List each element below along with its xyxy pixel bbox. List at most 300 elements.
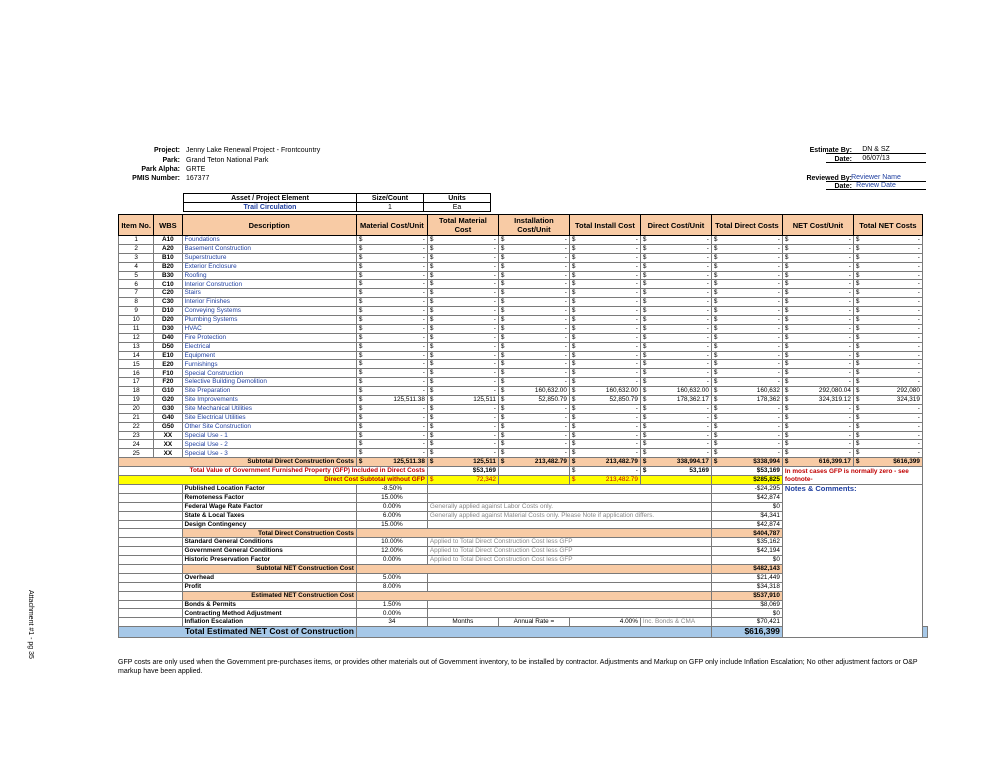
- currency-symbol: $: [713, 396, 718, 404]
- cost-value: -: [493, 360, 496, 368]
- cost-cell: [569, 396, 640, 405]
- currency-symbol: $: [358, 422, 363, 430]
- currency-symbol: $: [855, 236, 860, 243]
- currency-symbol: $: [358, 236, 363, 243]
- cost-cell: [356, 236, 427, 245]
- cost-value: -: [635, 413, 638, 421]
- currency-symbol: $: [358, 262, 363, 270]
- cost-cell: [853, 369, 922, 378]
- cost-cell: [569, 458, 640, 467]
- cost-value: -: [706, 449, 709, 457]
- factor-percent: 1.50%: [356, 600, 427, 609]
- annual-rate-label: Annual Rate =: [498, 618, 569, 627]
- currency-symbol: $: [642, 324, 647, 332]
- currency-symbol: $: [855, 360, 860, 368]
- cost-value: 160,632.00: [605, 387, 638, 395]
- cost-value: -: [635, 298, 638, 306]
- cost-value: -: [635, 316, 638, 324]
- factor-label: Remoteness Factor: [182, 493, 356, 502]
- annual-rate: 4.00%: [569, 618, 640, 627]
- cost-cell: [782, 404, 853, 413]
- cost-value: -: [422, 449, 425, 457]
- currency-symbol: $: [784, 342, 789, 350]
- item-number: 16: [119, 369, 154, 378]
- cost-cell: [853, 271, 922, 280]
- item-number: 14: [119, 351, 154, 360]
- cost-value: -: [917, 298, 920, 306]
- cost-cell: [782, 307, 853, 316]
- factor-note: Generally applied against Material Costs only. Please Note if application differs.: [427, 511, 711, 520]
- cost-cell: [782, 262, 853, 271]
- currency-symbol: $: [642, 342, 647, 350]
- item-description: Special Construction: [182, 369, 356, 378]
- cost-cell: [498, 298, 569, 307]
- cost-cell: [427, 289, 498, 298]
- wbs-code: D10: [154, 307, 182, 316]
- cost-cell: [569, 369, 640, 378]
- cost-value: -: [777, 333, 780, 341]
- cost-cell: [498, 413, 569, 422]
- cost-cell: [640, 244, 711, 253]
- cost-value: -: [917, 369, 920, 377]
- cost-cell: [640, 280, 711, 289]
- factor-note: [427, 600, 711, 609]
- cost-value: 213,482.79: [534, 458, 567, 466]
- cost-value: -: [635, 289, 638, 297]
- currency-symbol: $: [429, 369, 434, 377]
- currency-symbol: $: [784, 271, 789, 279]
- cost-value: -: [564, 440, 567, 448]
- cost-value: -: [422, 413, 425, 421]
- empty-cell: [356, 529, 711, 538]
- cost-cell: [569, 387, 640, 396]
- empty-cell: [119, 484, 183, 493]
- cost-cell: [640, 316, 711, 325]
- wbs-code: B20: [154, 262, 182, 271]
- cost-cell: [711, 422, 782, 431]
- cost-value: -: [493, 253, 496, 261]
- currency-symbol: $: [358, 413, 363, 421]
- cost-cell: [427, 244, 498, 253]
- cost-value: -: [706, 271, 709, 279]
- cost-value: -: [564, 333, 567, 341]
- currency-symbol: $: [358, 431, 363, 439]
- units-header: Units: [424, 194, 491, 203]
- cost-cell: [356, 289, 427, 298]
- item-description: Selective Building Demolition: [182, 378, 356, 387]
- cost-cell: [711, 307, 782, 316]
- wbs-code: B10: [154, 253, 182, 262]
- cost-cell: [782, 378, 853, 387]
- item-number: 6: [119, 280, 154, 289]
- factor-label: Historic Preservation Factor: [182, 556, 356, 565]
- currency-symbol: $: [429, 413, 434, 421]
- cost-cell: [498, 387, 569, 396]
- wbs-code: F10: [154, 369, 182, 378]
- currency-symbol: $: [855, 351, 860, 359]
- cost-cell: [711, 342, 782, 351]
- currency-symbol: $: [571, 378, 576, 386]
- wbs-code: G50: [154, 422, 182, 431]
- cost-cell: [853, 458, 922, 467]
- empty-cell: [119, 493, 183, 502]
- estimated-net-label: Estimated NET Construction Cost: [182, 591, 356, 600]
- cost-cell: [640, 467, 711, 476]
- factor-label: Published Location Factor: [182, 484, 356, 493]
- currency-symbol: $: [429, 351, 434, 359]
- currency-symbol: $: [429, 378, 434, 386]
- review-date-label: Date:: [834, 183, 852, 190]
- months-label: Months: [427, 618, 498, 627]
- cost-value: -: [917, 440, 920, 448]
- cost-cell: [711, 236, 782, 245]
- cost-cell: [640, 324, 711, 333]
- wbs-code: D40: [154, 333, 182, 342]
- cost-value: -: [493, 289, 496, 297]
- cost-cell: [782, 244, 853, 253]
- wbs-code: XX: [154, 431, 182, 440]
- currency-symbol: $: [429, 244, 434, 252]
- wbs-code: C20: [154, 289, 182, 298]
- cost-cell: [640, 440, 711, 449]
- currency-symbol: $: [429, 449, 434, 457]
- cost-cell: [640, 369, 711, 378]
- cost-value: -: [564, 404, 567, 412]
- cost-cell: [569, 351, 640, 360]
- cost-value: -: [493, 440, 496, 448]
- cost-value: -: [777, 440, 780, 448]
- wbs-code: G20: [154, 396, 182, 405]
- cost-value: 338,994.17: [676, 458, 709, 466]
- currency-symbol: $: [500, 342, 505, 350]
- cost-value: -: [493, 307, 496, 315]
- currency-symbol: $: [713, 316, 718, 324]
- cost-cell: [853, 280, 922, 289]
- currency-symbol: $: [713, 262, 718, 270]
- cost-value: -: [777, 404, 780, 412]
- cost-value: -: [777, 271, 780, 279]
- cost-value: -: [777, 413, 780, 421]
- factor-amount: $42,874: [711, 493, 782, 502]
- currency-symbol: $: [429, 298, 434, 306]
- cost-value: -: [917, 316, 920, 324]
- currency-symbol: $: [855, 244, 860, 252]
- cost-cell: [498, 422, 569, 431]
- park-alpha-value: GRTE: [186, 166, 206, 173]
- currency-symbol: $: [642, 298, 647, 306]
- cost-cell: [569, 333, 640, 342]
- item-description: Interior Finishes: [182, 298, 356, 307]
- currency-symbol: $: [500, 431, 505, 439]
- cost-cell: [356, 253, 427, 262]
- currency-symbol: $: [642, 387, 647, 395]
- cost-cell: [427, 422, 498, 431]
- pmis-value: 167377: [186, 175, 210, 182]
- cost-cell: [569, 467, 640, 476]
- cost-cell: [356, 324, 427, 333]
- cost-value: -: [777, 236, 780, 243]
- wbs-code: G10: [154, 387, 182, 396]
- cost-value: -: [493, 280, 496, 288]
- cost-cell: [853, 333, 922, 342]
- cost-cell: [569, 253, 640, 262]
- item-description: Exterior Enclosure: [182, 262, 356, 271]
- cost-cell: [782, 253, 853, 262]
- factor-label: Federal Wage Rate Factor: [182, 502, 356, 511]
- currency-symbol: $: [642, 422, 647, 430]
- item-description: Special Use - 1: [182, 431, 356, 440]
- factor-amount: $34,318: [711, 582, 782, 591]
- cost-value: -: [422, 316, 425, 324]
- cost-cell: [498, 351, 569, 360]
- cost-value: 178,362.17: [676, 396, 709, 404]
- project-value: Jenny Lake Renewal Project - Frontcountry: [186, 147, 321, 154]
- cost-value: -: [777, 307, 780, 315]
- cost-value: -: [706, 422, 709, 430]
- item-description: Stairs: [182, 289, 356, 298]
- currency-symbol: $: [713, 307, 718, 315]
- cost-cell: [640, 449, 711, 458]
- cost-cell: [782, 236, 853, 245]
- cost-value: -: [422, 262, 425, 270]
- cost-cell: [498, 333, 569, 342]
- item-description: Superstructure: [182, 253, 356, 262]
- wbs-code: XX: [154, 449, 182, 458]
- item-number: 2: [119, 244, 154, 253]
- cost-value: -: [422, 440, 425, 448]
- item-number: 12: [119, 333, 154, 342]
- cost-value: 213,482.79: [605, 458, 638, 466]
- cost-cell: [711, 369, 782, 378]
- cost-value: -: [493, 404, 496, 412]
- factor-amount: $8,069: [711, 600, 782, 609]
- cost-value: -: [493, 298, 496, 306]
- cost-cell: [782, 333, 853, 342]
- currency-symbol: $: [429, 324, 434, 332]
- currency-symbol: $: [429, 289, 434, 297]
- cost-value: -: [706, 324, 709, 332]
- cost-cell: [640, 378, 711, 387]
- cost-cell: [569, 431, 640, 440]
- currency-symbol: $: [642, 262, 647, 270]
- factor-label: Standard General Conditions: [182, 538, 356, 547]
- currency-symbol: $: [713, 378, 718, 386]
- cost-value: 324,319: [896, 396, 920, 404]
- cost-cell: [498, 449, 569, 458]
- currency-symbol: $: [713, 449, 718, 457]
- cost-value: -: [422, 271, 425, 279]
- cost-cell: [498, 396, 569, 405]
- cost-value: -: [848, 262, 851, 270]
- cost-value: -: [635, 280, 638, 288]
- cost-value: -: [564, 360, 567, 368]
- currency-symbol: $: [642, 253, 647, 261]
- currency-symbol: $: [642, 404, 647, 412]
- currency-symbol: $: [358, 253, 363, 261]
- currency-symbol: $: [429, 396, 434, 404]
- estimate-by-value: DN & SZ: [826, 146, 926, 154]
- cost-value: -: [777, 449, 780, 457]
- currency-symbol: $: [713, 413, 718, 421]
- empty-cell: [922, 627, 927, 638]
- currency-symbol: $: [855, 440, 860, 448]
- cost-value: -: [422, 360, 425, 368]
- inflation-amount: $70,421: [711, 618, 782, 627]
- cost-value: -: [422, 289, 425, 297]
- currency-symbol: $: [500, 333, 505, 341]
- reviewed-by-value: Reviewer Name: [826, 174, 926, 182]
- currency-symbol: $: [429, 360, 434, 368]
- item-number: 13: [119, 342, 154, 351]
- cost-value: -: [564, 307, 567, 315]
- currency-symbol: $: [784, 280, 789, 288]
- factor-percent: 10.00%: [356, 538, 427, 547]
- currency-symbol: $: [855, 458, 860, 466]
- cost-cell: [853, 307, 922, 316]
- wbs-code: G30: [154, 404, 182, 413]
- currency-symbol: $: [571, 369, 576, 377]
- subtotal-label: Subtotal Direct Construction Costs: [119, 458, 357, 467]
- cost-value: -: [917, 307, 920, 315]
- factor-row: [119, 484, 928, 493]
- currency-symbol: $: [642, 307, 647, 315]
- cost-value: -: [635, 449, 638, 457]
- cost-cell: [569, 262, 640, 271]
- cost-cell: [711, 316, 782, 325]
- currency-symbol: $: [358, 316, 363, 324]
- currency-symbol: $: [358, 458, 363, 466]
- currency-symbol: $: [500, 360, 505, 368]
- cost-cell: [853, 404, 922, 413]
- cost-cell: [569, 404, 640, 413]
- cost-value: -: [422, 387, 425, 395]
- cost-cell: [498, 271, 569, 280]
- table-row: [119, 413, 928, 422]
- cost-cell: [853, 253, 922, 262]
- wbs-code: B30: [154, 271, 182, 280]
- cost-cell: [711, 333, 782, 342]
- units-value: Ea: [424, 203, 491, 212]
- cost-value: -: [777, 431, 780, 439]
- estimate-by-label: Estimate By:: [809, 147, 852, 154]
- currency-symbol: $: [713, 351, 718, 359]
- cost-cell: [356, 369, 427, 378]
- subtotal-net-amount: $482,143: [711, 564, 782, 573]
- estimate-date-value: 06/07/13: [826, 155, 926, 163]
- cost-cell: [498, 342, 569, 351]
- cost-value: -: [848, 307, 851, 315]
- cost-value: -: [493, 316, 496, 324]
- cost-value: -: [848, 360, 851, 368]
- currency-symbol: $: [571, 342, 576, 350]
- cost-cell: [640, 413, 711, 422]
- cost-value: 52,850.79: [538, 396, 567, 404]
- cost-cell: [853, 431, 922, 440]
- cost-cell: [569, 298, 640, 307]
- currency-symbol: $: [358, 351, 363, 359]
- factor-label: Overhead: [182, 573, 356, 582]
- cost-value: 125,511: [473, 396, 496, 404]
- cost-value: -: [564, 449, 567, 457]
- cost-cell: [427, 342, 498, 351]
- cost-cell: [356, 378, 427, 387]
- currency-symbol: $: [642, 244, 647, 252]
- cost-cell: [356, 298, 427, 307]
- currency-symbol: $: [784, 298, 789, 306]
- cost-cell: [356, 333, 427, 342]
- item-description: Site Electrical Utilities: [182, 413, 356, 422]
- cost-value: -: [422, 280, 425, 288]
- currency-symbol: $: [358, 324, 363, 332]
- cost-value: -: [493, 262, 496, 270]
- cost-cell: [569, 422, 640, 431]
- cost-cell: [427, 236, 498, 245]
- cost-value: -: [564, 244, 567, 252]
- cost-value: -: [635, 404, 638, 412]
- currency-symbol: $: [642, 431, 647, 439]
- cost-value: -: [422, 378, 425, 386]
- cost-cell: [498, 431, 569, 440]
- cost-value: 125,511.38: [393, 396, 425, 404]
- factor-amount: $0: [711, 609, 782, 618]
- cost-cell: [356, 404, 427, 413]
- asset-value: Trail Circulation: [184, 203, 357, 212]
- cost-cell: [569, 360, 640, 369]
- factor-note: Applied to Total Direct Construction Cost less GFP: [427, 538, 711, 547]
- cost-cell: [853, 449, 922, 458]
- cost-value: -: [848, 378, 851, 386]
- cost-value: -: [706, 351, 709, 359]
- cost-cell: [711, 262, 782, 271]
- factor-percent: 15.00%: [356, 493, 427, 502]
- factor-amount: $0: [711, 502, 782, 511]
- cost-value: -: [917, 271, 920, 279]
- wbs-code: A20: [154, 244, 182, 253]
- page-attachment-note: Attachment #1 - pg 35: [27, 590, 34, 659]
- cost-value: -: [422, 307, 425, 315]
- cost-cell: [853, 440, 922, 449]
- factor-amount: $21,449: [711, 573, 782, 582]
- cost-value: -: [706, 342, 709, 350]
- column-header: NET Cost/Unit: [782, 215, 853, 236]
- currency-symbol: $: [358, 360, 363, 368]
- currency-symbol: $: [784, 422, 789, 430]
- cost-cell: [356, 431, 427, 440]
- cost-cell: [711, 271, 782, 280]
- cost-value: -: [564, 324, 567, 332]
- cost-value: -: [493, 244, 496, 252]
- currency-symbol: $: [429, 316, 434, 324]
- item-number: 20: [119, 404, 154, 413]
- table-row: [119, 262, 928, 271]
- cost-cell: [711, 404, 782, 413]
- cost-value: -: [635, 351, 638, 359]
- cost-cell: [569, 271, 640, 280]
- currency-symbol: $: [500, 422, 505, 430]
- cost-cell: [711, 360, 782, 369]
- cost-value: -: [917, 431, 920, 439]
- currency-symbol: $: [784, 289, 789, 297]
- cost-value: -: [493, 431, 496, 439]
- empty-cell: [119, 538, 183, 547]
- cost-cell: [782, 413, 853, 422]
- notes-comments-label: Notes & Comments:: [784, 484, 857, 493]
- cost-cell: [711, 440, 782, 449]
- cost-cell: [427, 413, 498, 422]
- cost-value: -: [493, 271, 496, 279]
- cost-value: -: [777, 244, 780, 252]
- currency-symbol: $: [855, 378, 860, 386]
